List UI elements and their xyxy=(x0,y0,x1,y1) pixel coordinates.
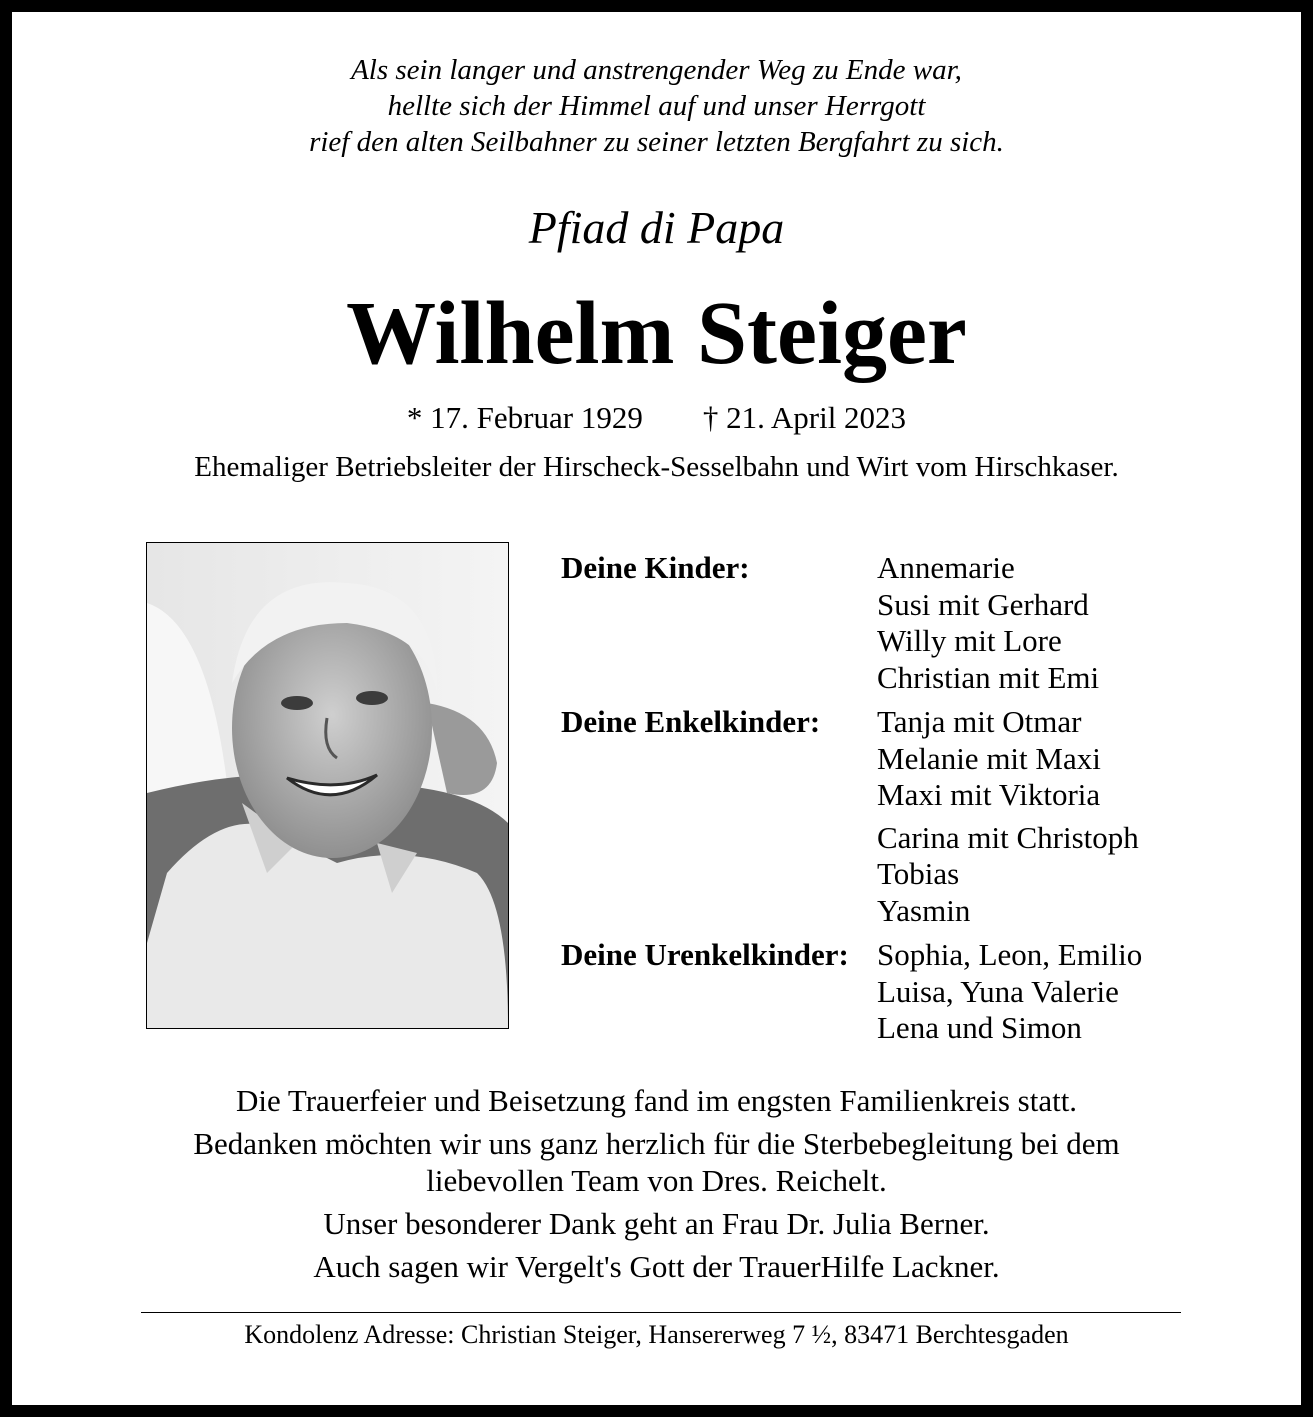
deceased-name: Wilhelm Steiger xyxy=(346,284,967,383)
farewell-greeting: Pfiad di Papa xyxy=(528,202,785,253)
family-member: Yasmin xyxy=(877,892,971,928)
poem-line: hellte sich der Himmel auf und unser Herrgott xyxy=(387,90,926,122)
memorial-poem xyxy=(0,52,1313,160)
family-member: Annemarie xyxy=(877,550,1015,585)
family-member: Willy mit Lore xyxy=(877,623,1062,658)
birth-date: * 17. Februar 1929 xyxy=(406,400,643,435)
family-member: Christian mit Emi xyxy=(877,659,1100,695)
portrait-photo xyxy=(146,542,509,1029)
life-dates xyxy=(0,398,1313,438)
funeral-note: Die Trauerfeier und Beisetzung fand im engsten Familienkreis statt. xyxy=(235,1083,1078,1118)
vergelts-gott-note: Auch sagen wir Vergelt's Gott der TrauerHilfe Lackner. xyxy=(313,1249,1000,1284)
occupation-line: Ehemaliger Betriebsleiter der Hirscheck-Sesselbahn und Wirt vom Hirschkaser. xyxy=(194,451,1119,483)
thanks-note xyxy=(0,1125,1313,1199)
family-member: Tanja mit Otmar xyxy=(877,704,1082,739)
death-date: † 21. April 2023 xyxy=(702,400,907,435)
divider xyxy=(141,1312,1181,1313)
condolence-address: Kondolenz Adresse: Christian Steiger, Hansererweg 7 ½, 83471 Berchtesgaden xyxy=(244,1320,1069,1349)
poem-line: rief den alten Seilbahner zu seiner letzten Bergfahrt zu sich. xyxy=(309,126,1004,158)
poem-line: Als sein langer und anstrengender Weg zu Ende war, xyxy=(351,54,962,86)
group-label: Deine Urenkelkinder: xyxy=(561,937,849,972)
family-member: Sophia, Leon, Emilio xyxy=(877,937,1143,972)
closing-text xyxy=(0,1082,1313,1291)
group-label: Deine Kinder: xyxy=(561,550,750,585)
family-member: Tobias xyxy=(877,856,960,891)
family-member: Maxi mit Viktoria xyxy=(877,777,1101,812)
thanks-line: Bedanken möchten wir uns ganz herzlich für die Sterbebegleitung bei dem xyxy=(193,1126,1120,1161)
family-member: Luisa, Yuna Valerie xyxy=(877,973,1119,1009)
family-member: Carina mit Christoph xyxy=(877,819,1139,855)
family-member: Melanie mit Maxi xyxy=(877,740,1101,776)
family-member: Susi mit Gerhard xyxy=(877,586,1089,622)
special-thanks: Unser besonderer Dank geht an Frau Dr. Julia Berner. xyxy=(323,1206,990,1241)
thanks-line: liebevollen Team von Dres. Reichelt. xyxy=(426,1163,887,1198)
portrait-illustration xyxy=(147,543,508,1028)
family-member: Lena und Simon xyxy=(877,1010,1082,1045)
group-label: Deine Enkelkinder: xyxy=(561,704,821,739)
